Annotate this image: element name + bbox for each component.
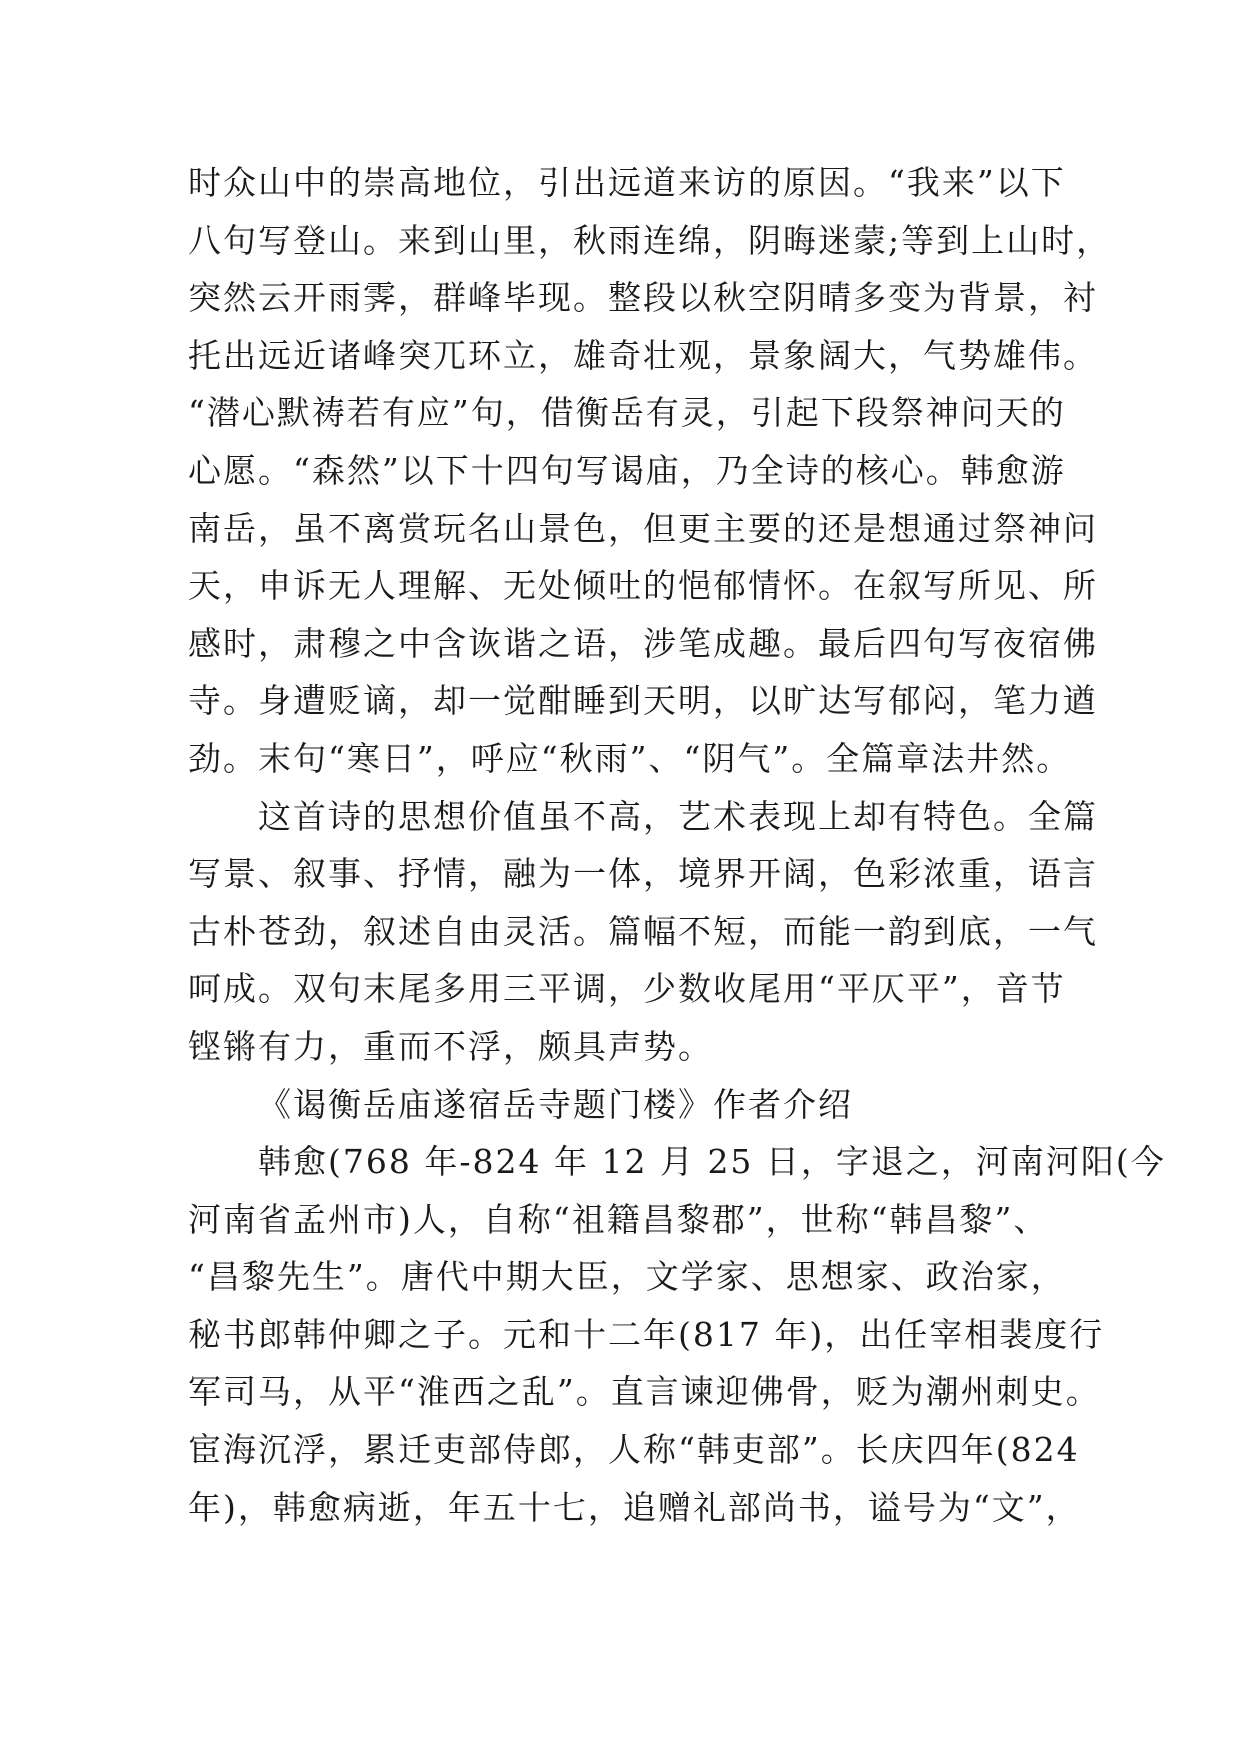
text-line: 八句写登山。来到山里，秋雨连绵，阴晦迷蒙;等到上山时， (188, 220, 1112, 260)
text-line: 秘书郎韩仲卿之子。元和十二年(817 年)，出任宰相裴度行 (188, 1314, 1105, 1354)
text-line: 感时，肃穆之中含诙谐之语，涉笔成趣。最后四句写夜宿佛 (188, 623, 1098, 663)
text-line: 古朴苍劲，叙述自由灵活。篇幅不短，而能一韵到底，一气 (188, 911, 1098, 951)
text-line: 时众山中的崇高地位，引出远道来访的原因。“我来”以下 (188, 163, 1066, 202)
text-line: 韩愈(768 年-824 年 12 月 25 日，字退之，河南河阳(今 (258, 1142, 1166, 1182)
text-line: 年)，韩愈病逝，年五十七，追赠礼部尚书，谥号为“文”， (188, 1487, 1081, 1527)
text-line: 寺。身遭贬谪，却一觉酣睡到天明，以旷达写郁闷，笔力遒 (188, 681, 1098, 721)
text-line: 心愿。“森然”以下十四句写谒庙，乃全诗的核心。韩愈游 (188, 450, 1066, 490)
text-line: “潜心默祷若有应”句，借衡岳有灵，引起下段祭神问天的 (188, 393, 1066, 433)
text-line: 这首诗的思想价值虽不高，艺术表现上却有特色。全篇 (258, 796, 1098, 836)
text-line: 托出远近诸峰突兀环立，雄奇壮观，景象阔大，气势雄伟。 (188, 335, 1098, 375)
paragraph-author-intro (188, 1133, 1166, 1536)
text-line: 南岳，虽不离赏玩名山景色，但更主要的还是想通过祭神问 (188, 508, 1098, 548)
text-line: 铿锵有力，重而不浮，颇具声势。 (188, 1026, 713, 1066)
paragraph-analysis (188, 154, 1112, 788)
text-line: 突然云开雨霁，群峰毕现。整段以秋空阴晴多变为背景，衬 (188, 278, 1098, 318)
text-line: 军司马，从平“淮西之乱”。直言谏迎佛骨，贬为潮州刺史。 (188, 1372, 1101, 1412)
body-text (188, 154, 1166, 1536)
text-line: 河南省孟州市)人，自称“祖籍昌黎郡”，世称“韩昌黎”、 (188, 1199, 1049, 1239)
text-line: 宦海沉浮，累迁吏部侍郎，人称“韩吏部”。长庆四年(824 (188, 1430, 1080, 1470)
text-line: 呵成。双句末尾多用三平调，少数收尾用“平仄平”，音节 (188, 969, 1066, 1009)
text-line: 劲。末句“寒日”，呼应“秋雨”、“阴气”。全篇章法井然。 (188, 738, 1072, 778)
section-heading: 《谒衡岳庙遂宿岳寺题门楼》作者介绍 (258, 1084, 853, 1124)
paragraph-art-value (188, 788, 1098, 1076)
text-line: “昌黎先生”。唐代中期大臣，文学家、思想家、政治家， (188, 1257, 1066, 1297)
text-line: 天，申诉无人理解、无处倾吐的悒郁情怀。在叙写所见、所 (188, 566, 1098, 606)
text-line: 写景、叙事、抒情，融为一体，境界开阔，色彩浓重，语言 (188, 854, 1098, 894)
